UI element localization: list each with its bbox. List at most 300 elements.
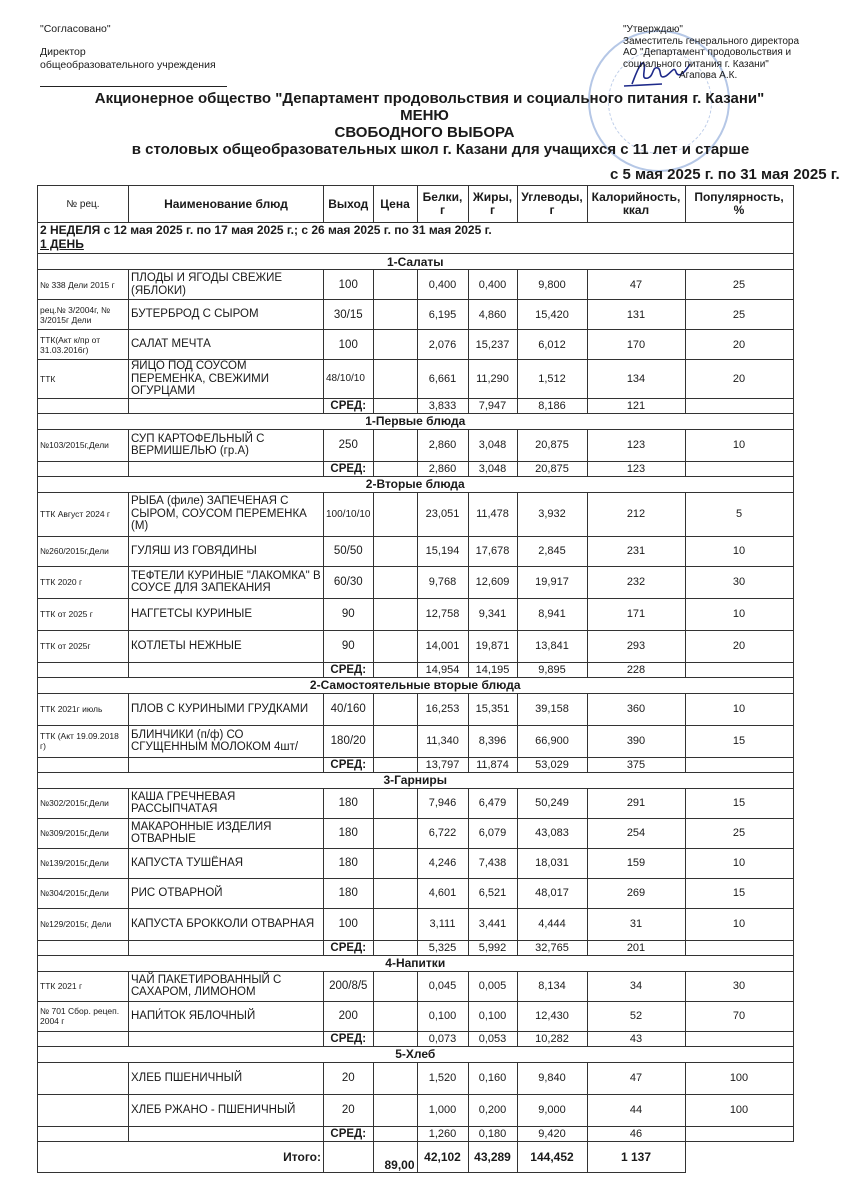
total-kcal: 1 137 <box>587 1141 685 1172</box>
category-title: 1-Первые блюда <box>38 413 794 429</box>
dish-row <box>38 818 794 848</box>
dish-price <box>373 270 417 300</box>
dish-protein: 7,946 <box>417 788 468 818</box>
dish-fat: 11,290 <box>468 360 517 399</box>
dish-popularity: 15 <box>685 725 793 757</box>
avg-fat: 7,947 <box>468 398 517 413</box>
dish-price <box>373 788 417 818</box>
dish-carbs: 6,012 <box>517 330 587 360</box>
dish-popularity: 15 <box>685 788 793 818</box>
dish-popularity: 30 <box>685 971 793 1001</box>
dish-yield: 250 <box>324 429 374 461</box>
dish-protein: 6,195 <box>417 300 468 330</box>
dish-protein: 0,100 <box>417 1001 468 1031</box>
dish-price <box>373 429 417 461</box>
dish-name: НАГГЕТСЫ КУРИНЫЕ <box>129 598 324 630</box>
dish-kcal: 390 <box>587 725 685 757</box>
category-row <box>38 476 794 492</box>
dish-kcal: 269 <box>587 878 685 908</box>
dish-name: НАПИ́ТОК ЯБЛОЧНЫЙ <box>129 1001 324 1031</box>
menu-table <box>37 185 794 1173</box>
dish-protein: 11,340 <box>417 725 468 757</box>
menu-subtitle: СВОБОДНОГО ВЫБОРА <box>334 124 515 141</box>
dish-name: КОТЛЕТЫ НЕЖНЫЕ <box>129 630 324 662</box>
dish-kcal: 159 <box>587 848 685 878</box>
approve-block <box>623 24 799 82</box>
dish-protein: 2,076 <box>417 330 468 360</box>
dish-yield: 180 <box>324 818 374 848</box>
week-line: 2 НЕДЕЛЯ с 12 мая 2025 г. по 17 мая 2025 г.; с 26 мая 2025 г. по 31 мая 2025 г. <box>40 223 492 237</box>
dish-yield: 180 <box>324 878 374 908</box>
dish-name: САЛАТ МЕЧТА <box>129 330 324 360</box>
total-label: Итого: <box>38 1141 324 1172</box>
dish-popularity: 20 <box>685 330 793 360</box>
total-yield <box>324 1141 374 1172</box>
avg-label: СРЕД: <box>324 1126 374 1141</box>
dish-name: ЯИЦО ПОД СОУСОМ ПЕРЕМЕНКА, СВЕЖИМИ ОГУРЦАМИ <box>129 360 324 399</box>
dish-rec-number: №304/2015г,Дели <box>38 878 129 908</box>
dish-row <box>38 908 794 940</box>
category-row <box>38 955 794 971</box>
dish-carbs: 20,875 <box>517 429 587 461</box>
dish-yield: 100 <box>324 908 374 940</box>
avg-empty <box>129 1126 324 1141</box>
dish-row <box>38 1062 794 1094</box>
agreed-block <box>40 23 227 87</box>
avg-empty <box>38 1126 129 1141</box>
dish-price <box>373 630 417 662</box>
dish-fat: 6,079 <box>468 818 517 848</box>
dish-kcal: 212 <box>587 492 685 536</box>
dish-carbs: 8,134 <box>517 971 587 1001</box>
approve-line1: Заместитель генерального директора <box>623 35 800 47</box>
avg-fat: 0,053 <box>468 1031 517 1046</box>
dish-protein: 16,253 <box>417 693 468 725</box>
dish-protein: 4,601 <box>417 878 468 908</box>
col-rec: № рец. <box>38 186 129 223</box>
dish-rec-number <box>38 1094 129 1126</box>
dish-fat: 4,860 <box>468 300 517 330</box>
avg-kcal: 228 <box>587 662 685 677</box>
total-protein: 42,102 <box>417 1141 468 1172</box>
dish-carbs: 8,941 <box>517 598 587 630</box>
dish-carbs: 12,430 <box>517 1001 587 1031</box>
dish-name: ГУЛЯШ ИЗ ГОВЯДИНЫ <box>129 536 324 566</box>
avg-fat: 14,195 <box>468 662 517 677</box>
dish-protein: 1,520 <box>417 1062 468 1094</box>
avg-price <box>373 398 417 413</box>
col-yield: Выход <box>324 186 374 223</box>
col-carbs: Углеводы, г <box>517 186 587 223</box>
dish-row <box>38 971 794 1001</box>
category-title: 2-Самостоятельные вторые блюда <box>38 677 794 693</box>
dish-carbs: 13,841 <box>517 630 587 662</box>
dish-rec-number: № 338 Дели 2015 г <box>38 270 129 300</box>
col-protein: Белки, г <box>417 186 468 223</box>
total-row <box>38 1141 794 1172</box>
dish-price <box>373 1094 417 1126</box>
dish-kcal: 47 <box>587 270 685 300</box>
menu-title: МЕНЮ <box>400 107 449 124</box>
dish-price <box>373 492 417 536</box>
dish-rec-number: ТТК (Акт 19.09.2018 г) <box>38 725 129 757</box>
document-titles <box>0 90 849 158</box>
dish-yield: 50/50 <box>324 536 374 566</box>
dish-kcal: 31 <box>587 908 685 940</box>
col-name: Наименование блюд <box>129 186 324 223</box>
avg-protein: 2,860 <box>417 461 468 476</box>
dish-row <box>38 693 794 725</box>
dish-yield: 90 <box>324 630 374 662</box>
avg-empty <box>129 461 324 476</box>
dish-rec-number: №139/2015г,Дели <box>38 848 129 878</box>
dish-row <box>38 270 794 300</box>
dish-fat: 6,521 <box>468 878 517 908</box>
dish-yield: 180 <box>324 848 374 878</box>
dish-price <box>373 971 417 1001</box>
approve-line3: социального питания г. Казани" <box>623 58 769 70</box>
table-header-row <box>38 186 794 223</box>
average-row <box>38 662 794 677</box>
avg-carbs: 32,765 <box>517 940 587 955</box>
dish-name: РИС ОТВАРНОЙ <box>129 878 324 908</box>
dish-yield: 30/15 <box>324 300 374 330</box>
avg-carbs: 53,029 <box>517 757 587 772</box>
avg-price <box>373 461 417 476</box>
dish-name: ХЛЕБ ПШЕНИЧНЫЙ <box>129 1062 324 1094</box>
dish-kcal: 131 <box>587 300 685 330</box>
avg-popularity <box>685 398 793 413</box>
col-popularity: Популярность, % <box>685 186 793 223</box>
avg-empty <box>129 1031 324 1046</box>
avg-label: СРЕД: <box>324 398 374 413</box>
average-row <box>38 1031 794 1046</box>
dish-kcal: 134 <box>587 360 685 399</box>
dish-carbs: 2,845 <box>517 536 587 566</box>
avg-empty <box>129 940 324 955</box>
dish-popularity: 70 <box>685 1001 793 1031</box>
category-title: 3-Гарниры <box>38 772 794 788</box>
avg-fat: 5,992 <box>468 940 517 955</box>
audience-line: в столовых общеобразовательных школ г. Казани для учащихся с 11 лет и старше <box>131 141 750 158</box>
avg-fat: 11,874 <box>468 757 517 772</box>
dish-name: ПЛОВ С КУРИНЫМИ ГРУДКАМИ <box>129 693 324 725</box>
avg-protein: 3,833 <box>417 398 468 413</box>
category-row <box>38 254 794 270</box>
avg-popularity <box>685 662 793 677</box>
dish-fat: 3,048 <box>468 429 517 461</box>
dish-row <box>38 429 794 461</box>
dish-kcal: 231 <box>587 536 685 566</box>
dish-yield: 60/30 <box>324 566 374 598</box>
dish-yield: 20 <box>324 1062 374 1094</box>
dish-carbs: 66,900 <box>517 725 587 757</box>
dish-fat: 8,396 <box>468 725 517 757</box>
dish-yield: 180 <box>324 788 374 818</box>
dish-protein: 0,045 <box>417 971 468 1001</box>
dish-rec-number: ТТК(Акт к/пр от 31.03.2016г) <box>38 330 129 360</box>
dish-row <box>38 330 794 360</box>
average-row <box>38 757 794 772</box>
dish-protein: 3,111 <box>417 908 468 940</box>
dish-fat: 19,871 <box>468 630 517 662</box>
dish-popularity: 100 <box>685 1094 793 1126</box>
dish-popularity: 20 <box>685 360 793 399</box>
avg-empty <box>129 398 324 413</box>
dish-protein: 14,001 <box>417 630 468 662</box>
dish-yield: 100 <box>324 330 374 360</box>
dish-protein: 0,400 <box>417 270 468 300</box>
category-title: 4-Напитки <box>38 955 794 971</box>
dish-fat: 9,341 <box>468 598 517 630</box>
category-row <box>38 677 794 693</box>
dish-row <box>38 1001 794 1031</box>
dish-rec-number: №129/2015г, Дели <box>38 908 129 940</box>
category-row <box>38 772 794 788</box>
dish-yield: 20 <box>324 1094 374 1126</box>
avg-protein: 1,260 <box>417 1126 468 1141</box>
dish-rec-number <box>38 1062 129 1094</box>
avg-popularity <box>685 757 793 772</box>
dish-name: ЧАЙ ПАКЕТИРОВАННЫЙ С САХАРОМ, ЛИМОНОМ <box>129 971 324 1001</box>
dish-protein: 12,758 <box>417 598 468 630</box>
dish-kcal: 44 <box>587 1094 685 1126</box>
dish-fat: 17,678 <box>468 536 517 566</box>
dish-fat: 0,160 <box>468 1062 517 1094</box>
dish-protein: 6,722 <box>417 818 468 848</box>
dish-kcal: 52 <box>587 1001 685 1031</box>
dish-protein: 23,051 <box>417 492 468 536</box>
dish-price <box>373 818 417 848</box>
dish-kcal: 232 <box>587 566 685 598</box>
dish-carbs: 48,017 <box>517 878 587 908</box>
avg-fat: 0,180 <box>468 1126 517 1141</box>
average-row <box>38 940 794 955</box>
avg-empty <box>38 940 129 955</box>
dish-popularity: 10 <box>685 848 793 878</box>
dish-name: КАПУСТА ТУШЁНАЯ <box>129 848 324 878</box>
dish-carbs: 19,917 <box>517 566 587 598</box>
approve-title: "Утверждаю" <box>623 24 683 35</box>
dish-price <box>373 598 417 630</box>
dish-fat: 0,005 <box>468 971 517 1001</box>
dish-fat: 11,478 <box>468 492 517 536</box>
dish-popularity: 25 <box>685 300 793 330</box>
dish-carbs: 4,444 <box>517 908 587 940</box>
dish-name: БУТЕРБРОД С СЫРОМ <box>129 300 324 330</box>
dish-kcal: 123 <box>587 429 685 461</box>
dish-fat: 7,438 <box>468 848 517 878</box>
avg-protein: 5,325 <box>417 940 468 955</box>
dish-protein: 4,246 <box>417 848 468 878</box>
avg-label: СРЕД: <box>324 757 374 772</box>
dish-row <box>38 848 794 878</box>
dish-kcal: 34 <box>587 971 685 1001</box>
avg-carbs: 10,282 <box>517 1031 587 1046</box>
avg-empty <box>129 662 324 677</box>
dish-price <box>373 300 417 330</box>
dish-rec-number: ТТК <box>38 360 129 399</box>
dish-kcal: 360 <box>587 693 685 725</box>
avg-price <box>373 662 417 677</box>
approve-line2: АО "Департамент продовольствия и <box>623 47 792 58</box>
average-row <box>38 461 794 476</box>
dish-name: КАПУСТА БРОККОЛИ ОТВАРНАЯ <box>129 908 324 940</box>
dish-row <box>38 360 794 399</box>
dish-carbs: 50,249 <box>517 788 587 818</box>
dish-rec-number: № 701 Сбор. рецеп. 2004 г <box>38 1001 129 1031</box>
category-row <box>38 1046 794 1062</box>
dish-kcal: 291 <box>587 788 685 818</box>
dish-kcal: 171 <box>587 598 685 630</box>
dish-row <box>38 598 794 630</box>
avg-label: СРЕД: <box>324 461 374 476</box>
dish-row <box>38 566 794 598</box>
dish-protein: 2,860 <box>417 429 468 461</box>
avg-empty <box>38 461 129 476</box>
dish-carbs: 15,420 <box>517 300 587 330</box>
dish-rec-number: ТТК 2020 г <box>38 566 129 598</box>
dish-carbs: 39,158 <box>517 693 587 725</box>
dish-price <box>373 848 417 878</box>
dish-fat: 0,100 <box>468 1001 517 1031</box>
dish-name: КАША ГРЕЧНЕВАЯ РАССЫПЧАТАЯ <box>129 788 324 818</box>
dish-fat: 6,479 <box>468 788 517 818</box>
total-popularity-empty <box>685 1141 793 1172</box>
avg-label: СРЕД: <box>324 662 374 677</box>
avg-carbs: 9,895 <box>517 662 587 677</box>
dish-rec-number: №103/2015г,Дели <box>38 429 129 461</box>
dish-popularity: 10 <box>685 693 793 725</box>
dish-popularity: 30 <box>685 566 793 598</box>
col-fat: Жиры, г <box>468 186 517 223</box>
dish-protein: 9,768 <box>417 566 468 598</box>
total-carbs: 144,452 <box>517 1141 587 1172</box>
avg-empty <box>38 1031 129 1046</box>
col-kcal: Калорийность, ккал <box>587 186 685 223</box>
dish-rec-number: №302/2015г,Дели <box>38 788 129 818</box>
dish-carbs: 1,512 <box>517 360 587 399</box>
avg-carbs: 20,875 <box>517 461 587 476</box>
dish-carbs: 9,000 <box>517 1094 587 1126</box>
avg-protein: 14,954 <box>417 662 468 677</box>
dish-row <box>38 1094 794 1126</box>
dish-popularity: 10 <box>685 908 793 940</box>
period-line: с 5 мая 2025 г. по 31 мая 2025 г. <box>610 166 840 183</box>
dish-carbs: 9,800 <box>517 270 587 300</box>
category-title: 1-Салаты <box>38 254 794 270</box>
dish-popularity: 5 <box>685 492 793 536</box>
avg-popularity <box>685 940 793 955</box>
avg-price <box>373 1126 417 1141</box>
dish-price <box>373 693 417 725</box>
dish-popularity: 10 <box>685 536 793 566</box>
dish-name: ПЛОДЫ И ЯГОДЫ СВЕЖИЕ (ЯБЛОКИ) <box>129 270 324 300</box>
dish-carbs: 9,840 <box>517 1062 587 1094</box>
dish-yield: 100 <box>324 270 374 300</box>
dish-yield: 40/160 <box>324 693 374 725</box>
dish-price <box>373 360 417 399</box>
avg-label: СРЕД: <box>324 1031 374 1046</box>
dish-price <box>373 725 417 757</box>
average-row <box>38 1126 794 1141</box>
avg-price <box>373 1031 417 1046</box>
avg-fat: 3,048 <box>468 461 517 476</box>
category-title: 2-Вторые блюда <box>38 476 794 492</box>
dish-kcal: 47 <box>587 1062 685 1094</box>
dish-fat: 15,351 <box>468 693 517 725</box>
avg-empty <box>38 662 129 677</box>
dish-yield: 180/20 <box>324 725 374 757</box>
avg-empty <box>129 757 324 772</box>
avg-kcal: 375 <box>587 757 685 772</box>
dish-yield: 200 <box>324 1001 374 1031</box>
avg-kcal: 43 <box>587 1031 685 1046</box>
avg-protein: 13,797 <box>417 757 468 772</box>
agreed-signature-line <box>40 72 227 87</box>
agreed-title: "Согласовано" <box>40 23 111 35</box>
dish-price <box>373 1062 417 1094</box>
avg-price <box>373 757 417 772</box>
avg-protein: 0,073 <box>417 1031 468 1046</box>
dish-name: МАКАРОННЫЕ ИЗДЕЛИЯ ОТВАРНЫЕ <box>129 818 324 848</box>
avg-popularity <box>685 1126 793 1141</box>
dish-name: БЛИНЧИКИ (п/ф) СО СГУЩЕННЫМ МОЛОКОМ 4шт/ <box>129 725 324 757</box>
avg-kcal: 201 <box>587 940 685 955</box>
dish-row <box>38 788 794 818</box>
dish-fat: 0,200 <box>468 1094 517 1126</box>
dish-kcal: 254 <box>587 818 685 848</box>
dish-popularity: 10 <box>685 429 793 461</box>
dish-carbs: 3,932 <box>517 492 587 536</box>
dish-price <box>373 1001 417 1031</box>
agreed-position-line1: Директор <box>40 46 86 58</box>
dish-yield: 100/10/10 <box>324 492 374 536</box>
dish-fat: 3,441 <box>468 908 517 940</box>
dish-popularity: 15 <box>685 878 793 908</box>
dish-row <box>38 630 794 662</box>
dish-name: ХЛЕБ РЖАНО - ПШЕНИЧНЫЙ <box>129 1094 324 1126</box>
avg-empty <box>38 757 129 772</box>
dish-row <box>38 492 794 536</box>
dish-carbs: 18,031 <box>517 848 587 878</box>
dish-yield: 200/8/5 <box>324 971 374 1001</box>
dish-row <box>38 300 794 330</box>
dish-yield: 48/10/10 <box>324 360 374 399</box>
dish-protein: 6,661 <box>417 360 468 399</box>
dish-rec-number: рец.№ 3/2004г, № 3/2015г Дели <box>38 300 129 330</box>
dish-popularity: 25 <box>685 818 793 848</box>
dish-protein: 1,000 <box>417 1094 468 1126</box>
dish-popularity: 100 <box>685 1062 793 1094</box>
dish-price <box>373 878 417 908</box>
dish-price <box>373 908 417 940</box>
category-row <box>38 413 794 429</box>
dish-price <box>373 330 417 360</box>
dish-row <box>38 725 794 757</box>
avg-popularity <box>685 1031 793 1046</box>
col-price: Цена <box>373 186 417 223</box>
dish-rec-number: №260/2015г,Дели <box>38 536 129 566</box>
avg-carbs: 8,186 <box>517 398 587 413</box>
avg-label: СРЕД: <box>324 940 374 955</box>
day-line: 1 ДЕНЬ <box>40 237 84 251</box>
dish-protein: 15,194 <box>417 536 468 566</box>
dish-kcal: 293 <box>587 630 685 662</box>
dish-carbs: 43,083 <box>517 818 587 848</box>
total-fat: 43,289 <box>468 1141 517 1172</box>
dish-name: ТЕФТЕЛИ КУРИНЫЕ "ЛАКОМКА" В СОУСЕ ДЛЯ ЗАПЕКАНИЯ <box>129 566 324 598</box>
